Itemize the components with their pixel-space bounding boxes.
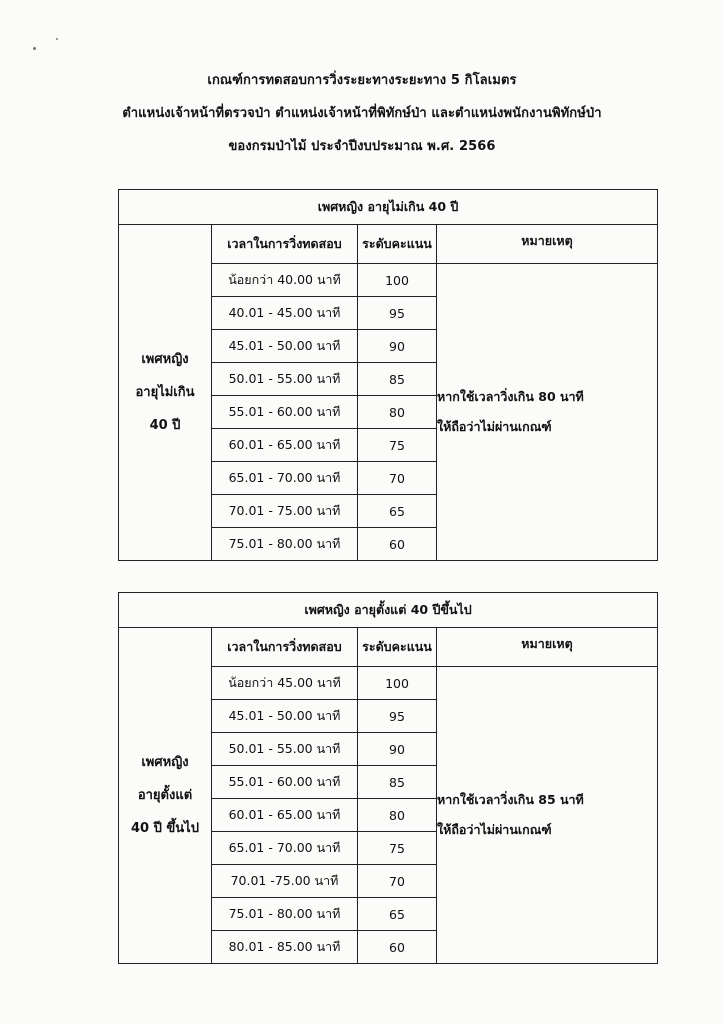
score-cell: 90 bbox=[358, 733, 437, 766]
time-cell: 50.01 - 55.00 นาที bbox=[212, 733, 358, 766]
score-cell: 75 bbox=[358, 429, 437, 462]
group-label-line: อายุไม่เกิน bbox=[135, 385, 195, 400]
scan-speck bbox=[33, 47, 36, 50]
group-label-line: 40 ปี bbox=[149, 418, 181, 433]
document-header bbox=[0, 64, 724, 163]
group-label-line: เพศหญิง bbox=[141, 755, 189, 770]
score-cell: 85 bbox=[358, 766, 437, 799]
score-cell: 95 bbox=[358, 297, 437, 330]
column-header-time: เวลาในการวิ่งทดสอบ bbox=[212, 628, 358, 667]
score-cell: 80 bbox=[358, 799, 437, 832]
time-cell: 55.01 - 60.00 นาที bbox=[212, 766, 358, 799]
note-line: หากใช้เวลาวิ่งเกิน 80 นาที bbox=[437, 389, 584, 404]
time-cell: 70.01 -75.00 นาที bbox=[212, 865, 358, 898]
criteria-table-under-40 bbox=[118, 189, 658, 561]
group-label bbox=[119, 628, 212, 964]
note-line: ให้ถือว่าไม่ผ่านเกณฑ์ bbox=[437, 822, 552, 837]
score-cell: 70 bbox=[358, 865, 437, 898]
time-cell: 75.01 - 80.00 นาที bbox=[212, 898, 358, 931]
time-cell: น้อยกว่า 45.00 นาที bbox=[212, 667, 358, 700]
time-cell: 60.01 - 65.00 นาที bbox=[212, 799, 358, 832]
group-label bbox=[119, 225, 212, 561]
score-cell: 70 bbox=[358, 462, 437, 495]
score-cell: 85 bbox=[358, 363, 437, 396]
table-title: เพศหญิง อายุตั้งแต่ 40 ปีขึ้นไป bbox=[119, 593, 658, 628]
note-line: หากใช้เวลาวิ่งเกิน 85 นาที bbox=[437, 792, 584, 807]
criteria-table-40-and-over bbox=[118, 592, 658, 964]
score-cell: 100 bbox=[358, 264, 437, 297]
header-title: เกณฑ์การทดสอบการวิ่งระยะทางระยะทาง 5 กิโลเมตร bbox=[207, 73, 517, 88]
time-cell: 65.01 - 70.00 นาที bbox=[212, 462, 358, 495]
score-cell: 60 bbox=[358, 931, 437, 964]
header-positions: ตำแหน่งเจ้าหน้าที่ตรวจป่า ตำแหน่งเจ้าหน้าที่พิทักษ์ป่า และตำแหน่งพนักงานพิทักษ์ป่า bbox=[122, 106, 602, 121]
time-cell: น้อยกว่า 40.00 นาที bbox=[212, 264, 358, 297]
time-cell: 45.01 - 50.00 นาที bbox=[212, 330, 358, 363]
note-line: ให้ถือว่าไม่ผ่านเกณฑ์ bbox=[437, 419, 552, 434]
scan-speck bbox=[56, 38, 58, 40]
score-cell: 65 bbox=[358, 495, 437, 528]
group-label-line: อายุตั้งแต่ bbox=[137, 788, 193, 803]
note-cell bbox=[437, 264, 658, 561]
column-header-note: หมายเหตุ bbox=[437, 628, 658, 667]
score-cell: 95 bbox=[358, 700, 437, 733]
time-cell: 80.01 - 85.00 นาที bbox=[212, 931, 358, 964]
time-cell: 65.01 - 70.00 นาที bbox=[212, 832, 358, 865]
time-cell: 75.01 - 80.00 นาที bbox=[212, 528, 358, 561]
score-cell: 100 bbox=[358, 667, 437, 700]
group-label-line: 40 ปี ขึ้นไป bbox=[131, 821, 199, 836]
table-title: เพศหญิง อายุไม่เกิน 40 ปี bbox=[119, 190, 658, 225]
column-header-score: ระดับคะแนน bbox=[358, 225, 437, 264]
score-cell: 75 bbox=[358, 832, 437, 865]
column-header-time: เวลาในการวิ่งทดสอบ bbox=[212, 225, 358, 264]
score-cell: 60 bbox=[358, 528, 437, 561]
group-label-line: เพศหญิง bbox=[141, 352, 189, 367]
time-cell: 50.01 - 55.00 นาที bbox=[212, 363, 358, 396]
header-fiscal-year: ของกรมป่าไม้ ประจำปีงบประมาณ พ.ศ. 2566 bbox=[228, 139, 496, 154]
time-cell: 60.01 - 65.00 นาที bbox=[212, 429, 358, 462]
time-cell: 40.01 - 45.00 นาที bbox=[212, 297, 358, 330]
time-cell: 70.01 - 75.00 นาที bbox=[212, 495, 358, 528]
note-cell bbox=[437, 667, 658, 964]
score-cell: 80 bbox=[358, 396, 437, 429]
score-cell: 65 bbox=[358, 898, 437, 931]
time-cell: 45.01 - 50.00 นาที bbox=[212, 700, 358, 733]
time-cell: 55.01 - 60.00 นาที bbox=[212, 396, 358, 429]
column-header-score: ระดับคะแนน bbox=[358, 628, 437, 667]
score-cell: 90 bbox=[358, 330, 437, 363]
column-header-note: หมายเหตุ bbox=[437, 225, 658, 264]
